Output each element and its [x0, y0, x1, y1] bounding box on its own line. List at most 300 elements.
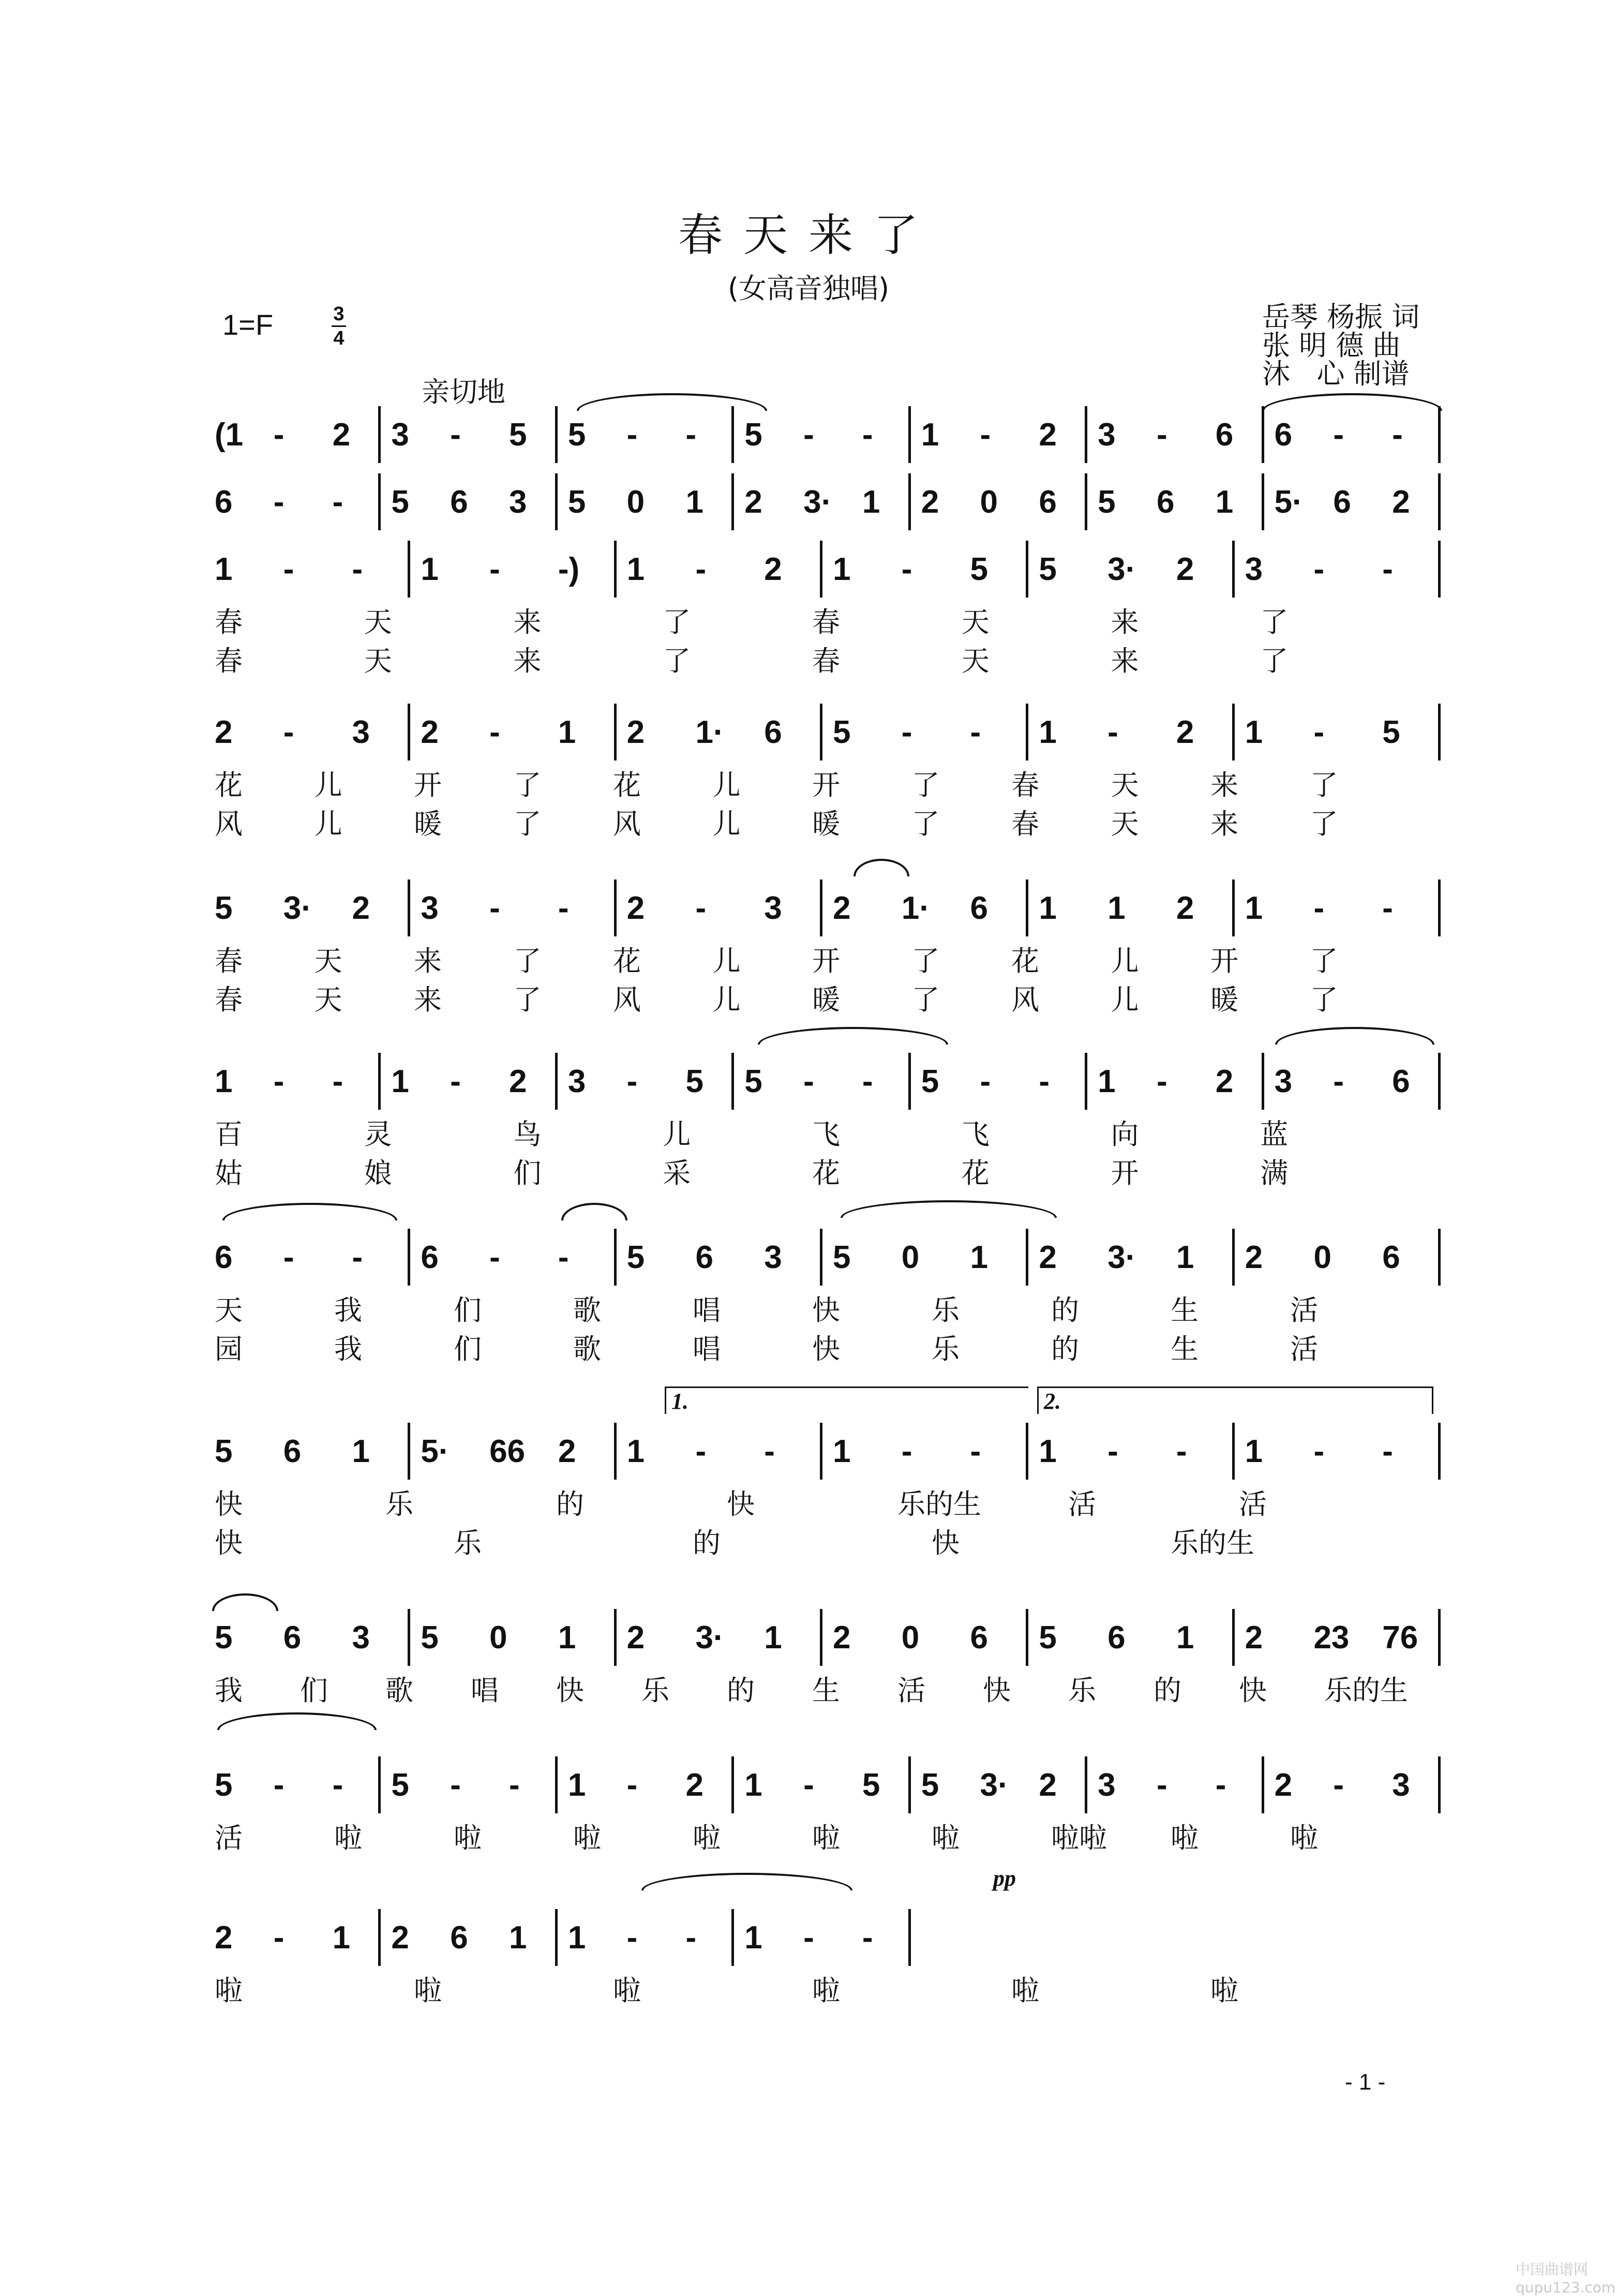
note: 2 — [1215, 1064, 1234, 1099]
note: 1 — [921, 417, 939, 453]
lyric-syllable: 暖 — [812, 983, 840, 1016]
note: - — [803, 1064, 814, 1099]
lyric-syllable: 啦啦 — [1051, 1822, 1107, 1854]
slur-mark — [577, 393, 767, 411]
note: 1 — [352, 1434, 370, 1469]
note: 1 — [1215, 484, 1234, 520]
note: - — [970, 714, 981, 750]
lyric-syllable: 了 — [1260, 645, 1289, 677]
lyric-syllable: 乐的生 — [897, 1488, 981, 1520]
note: - — [1333, 1064, 1344, 1099]
lyric-syllable: 采 — [663, 1157, 691, 1189]
lyric-syllable: 灵 — [364, 1118, 392, 1151]
slur-mark — [561, 1203, 627, 1220]
note: 1 — [215, 551, 233, 587]
lyric-syllable: 来 — [1111, 606, 1139, 638]
slur-mark — [841, 1200, 1057, 1218]
barline — [1085, 406, 1087, 463]
barline — [1438, 1053, 1441, 1110]
note: 2 — [1176, 890, 1194, 926]
note: 1· — [695, 714, 724, 750]
time-signature — [328, 303, 349, 350]
note: 1 — [509, 1920, 527, 1956]
note: 5 — [215, 1434, 233, 1469]
note: - — [980, 417, 991, 453]
note: 3· — [803, 484, 832, 520]
note: - — [862, 1064, 873, 1099]
lyric-syllable: 儿 — [314, 769, 342, 801]
note: 1 — [332, 1920, 351, 1956]
note: 5 — [567, 484, 586, 520]
lyric-syllable: 生 — [812, 1674, 840, 1707]
slur-mark — [222, 1203, 397, 1220]
note: 2 — [1274, 1767, 1293, 1803]
note: - — [1313, 890, 1325, 926]
lyric-syllable: 啦 — [932, 1822, 960, 1854]
lyric-syllable: 来 — [513, 606, 542, 638]
note: 0 — [901, 1240, 920, 1275]
note: 2 — [744, 484, 762, 520]
note: 1 — [970, 1240, 989, 1275]
lyric-syllable: 生 — [1171, 1333, 1199, 1365]
lyric-syllable: 了 — [911, 769, 940, 801]
notes-row — [0, 484, 1617, 535]
note: 6 — [1107, 1620, 1126, 1656]
lyric-syllable: 天 — [314, 983, 342, 1016]
note: 2 — [1245, 1240, 1263, 1275]
barline — [1438, 541, 1441, 598]
note: 5 — [421, 1620, 439, 1656]
note: 1 — [1039, 714, 1057, 750]
lyric-syllable: 快 — [812, 1333, 840, 1365]
lyric-syllable: 开 — [812, 945, 840, 977]
slur-mark — [758, 1027, 948, 1045]
note: 3 — [1098, 1767, 1116, 1803]
second-ending-bracket — [1037, 1386, 1433, 1414]
note: - — [1313, 714, 1325, 750]
note: 2 — [215, 714, 233, 750]
lyric-syllable: 暖 — [812, 808, 840, 840]
barline — [1232, 541, 1235, 598]
lyric-syllable: 活 — [1239, 1488, 1267, 1520]
barline — [1085, 473, 1087, 530]
lyric-syllable: 快 — [983, 1674, 1011, 1707]
note: 2 — [558, 1434, 576, 1469]
note: - — [1313, 551, 1325, 587]
barline — [1438, 1423, 1441, 1480]
note: 6 — [421, 1240, 439, 1275]
note: 1 — [1176, 1620, 1194, 1656]
lyric-syllable: 开 — [1210, 945, 1238, 977]
note: 2 — [833, 1620, 851, 1656]
note: 23 — [1313, 1620, 1350, 1656]
lyric-syllable: 们 — [454, 1294, 482, 1326]
note: 1 — [391, 1064, 409, 1099]
lyric-syllable: 唱 — [693, 1294, 721, 1326]
barline — [1262, 406, 1264, 463]
note: 6 — [215, 1240, 233, 1275]
lyric-syllable: 儿 — [663, 1118, 691, 1151]
lyric-syllable: 乐的生 — [1324, 1674, 1408, 1707]
note: - — [901, 1434, 912, 1469]
barline — [731, 1909, 734, 1966]
barline — [1438, 1609, 1441, 1666]
note: 1 — [685, 484, 703, 520]
note: - — [558, 890, 569, 926]
note: 1 — [744, 1767, 762, 1803]
note: 1 — [862, 484, 880, 520]
lyric-syllable: 啦 — [812, 1822, 840, 1854]
note: 2 — [833, 890, 851, 926]
tempo-marking: 亲切地 — [422, 376, 505, 408]
lyric-syllable: 风 — [1011, 983, 1039, 1016]
lyric-syllable: 儿 — [712, 808, 741, 840]
notes-row — [0, 1767, 1617, 1818]
note: 1 — [764, 1620, 782, 1656]
note: 3 — [1245, 551, 1263, 587]
slur-mark — [641, 1873, 852, 1890]
lyric-syllable: 春 — [215, 606, 243, 638]
lyric-syllable: 快 — [556, 1674, 584, 1707]
note: 2 — [921, 484, 939, 520]
lyric-syllable: 乐 — [454, 1527, 482, 1559]
note: 2 — [1039, 417, 1057, 453]
note: - — [489, 714, 500, 750]
note: 0 — [980, 484, 998, 520]
note: - — [450, 1767, 461, 1803]
barline — [378, 1053, 381, 1110]
note: - — [626, 417, 638, 453]
lyric-syllable: 儿 — [712, 983, 741, 1016]
second-ending-label: 2. — [1044, 1389, 1061, 1414]
notes-row — [0, 1619, 1617, 1671]
lyric-syllable: 活 — [897, 1674, 925, 1707]
note: 5 — [391, 1767, 409, 1803]
note: 1 — [1245, 1434, 1263, 1469]
lyric-syllable: 春 — [215, 983, 243, 1016]
notes-row — [0, 416, 1617, 468]
lyric-syllable: 天 — [961, 606, 990, 638]
note: - — [803, 1767, 814, 1803]
barline — [820, 1423, 822, 1480]
note: - — [509, 1767, 520, 1803]
barline — [820, 1229, 822, 1286]
lyric-syllable: 了 — [1310, 808, 1338, 840]
barline — [1438, 406, 1441, 463]
lyric-syllable: 乐 — [385, 1488, 413, 1520]
note: - — [332, 484, 343, 520]
lyric-syllable: 花 — [812, 1157, 840, 1189]
note: 5 — [391, 484, 409, 520]
lyric-syllable: 园 — [215, 1333, 243, 1365]
note: - — [901, 551, 912, 587]
note: 1 — [567, 1767, 586, 1803]
lyric-syllable: 了 — [911, 983, 940, 1016]
lyric-syllable: 唱 — [693, 1333, 721, 1365]
lyric-syllable: 啦 — [215, 1974, 243, 2007]
note: 1 — [833, 551, 851, 587]
note: 1· — [901, 890, 930, 926]
lyric-syllable: 们 — [513, 1157, 542, 1189]
lyric-syllable: 儿 — [712, 769, 741, 801]
note: - — [450, 417, 461, 453]
barline — [555, 1909, 558, 1966]
note: 5 — [626, 1240, 645, 1275]
note: 1 — [558, 1620, 576, 1656]
barline — [408, 541, 410, 598]
note: 3· — [1107, 551, 1136, 587]
lyric-syllable: 啦 — [613, 1974, 641, 2007]
lyric-syllable: 歌 — [573, 1333, 601, 1365]
barline — [1232, 879, 1235, 936]
barline — [908, 1756, 911, 1813]
lyric-syllable: 了 — [1310, 769, 1338, 801]
lyric-syllable: 们 — [454, 1333, 482, 1365]
key-signature: 1=F — [222, 308, 274, 341]
lyric-syllable: 快 — [1239, 1674, 1267, 1707]
slur-mark — [854, 859, 909, 876]
note: 0 — [1313, 1240, 1331, 1275]
note: - — [626, 1920, 638, 1956]
lyric-syllable: 啦 — [334, 1822, 362, 1854]
note: -) — [558, 551, 580, 587]
note: - — [1107, 714, 1118, 750]
lyric-syllable: 活 — [215, 1822, 243, 1854]
lyric-syllable: 飞 — [961, 1118, 990, 1151]
note: - — [352, 1240, 363, 1275]
barline — [908, 406, 911, 463]
lyric-syllable: 快 — [812, 1294, 840, 1326]
lyric-syllable: 向 — [1111, 1118, 1139, 1151]
lyric-syllable: 啦 — [1210, 1974, 1238, 2007]
lyric-syllable: 来 — [1111, 645, 1139, 677]
lyric-syllable: 啦 — [1171, 1822, 1199, 1854]
lyric-syllable: 的 — [727, 1674, 755, 1707]
lyric-syllable: 天 — [961, 645, 990, 677]
note: 6 — [1392, 1064, 1410, 1099]
note: - — [1107, 1434, 1118, 1469]
note: 2 — [215, 1920, 233, 1956]
note: 6 — [970, 1620, 989, 1656]
lyric-syllable: 我 — [334, 1294, 362, 1326]
note: 1 — [558, 714, 576, 750]
note: 2 — [1176, 551, 1194, 587]
note: 2 — [332, 417, 351, 453]
note: - — [1382, 551, 1393, 587]
lyric-syllable: 乐 — [641, 1674, 669, 1707]
note: - — [283, 1240, 294, 1275]
lyric-syllable: 花 — [613, 769, 641, 801]
note: - — [273, 1064, 285, 1099]
note: 3 — [352, 714, 370, 750]
note: - — [489, 551, 500, 587]
note: 2 — [626, 1620, 645, 1656]
note: - — [764, 1434, 775, 1469]
barline — [1438, 1756, 1441, 1813]
note: 3 — [1098, 417, 1116, 453]
note: - — [273, 1767, 285, 1803]
note: 3 — [352, 1620, 370, 1656]
lyric-syllable: 儿 — [1111, 945, 1139, 977]
note: 6 — [695, 1240, 713, 1275]
barline — [820, 704, 822, 761]
note: 3 — [764, 1240, 782, 1275]
note: 2 — [1392, 484, 1410, 520]
note: 6 — [764, 714, 782, 750]
lyric-syllable: 暖 — [1210, 983, 1238, 1016]
lyric-syllable: 来 — [1210, 808, 1238, 840]
note: 0 — [626, 484, 645, 520]
lyric-syllable: 乐 — [1068, 1674, 1096, 1707]
lyric-syllable: 娘 — [364, 1157, 392, 1189]
barline — [1232, 1423, 1235, 1480]
note: 5 — [215, 1620, 233, 1656]
lyric-syllable: 了 — [663, 606, 691, 638]
note: 5 — [1039, 551, 1057, 587]
note: 3 — [421, 890, 439, 926]
note: - — [695, 551, 707, 587]
note: 5 — [744, 417, 762, 453]
lyric-syllable: 歌 — [573, 1294, 601, 1326]
note: 5 — [685, 1064, 703, 1099]
lyric-syllable: 开 — [414, 769, 442, 801]
note: - — [332, 1064, 343, 1099]
barline — [408, 1609, 410, 1666]
lyric-syllable: 了 — [1310, 983, 1338, 1016]
lyric-syllable: 花 — [1011, 945, 1039, 977]
first-ending-bracket — [665, 1386, 1028, 1414]
lyric-syllable: 生 — [1171, 1294, 1199, 1326]
notes-row — [0, 1433, 1617, 1485]
barline — [1438, 1229, 1441, 1286]
lyric-syllable: 啦 — [812, 1974, 840, 2007]
note: - — [980, 1064, 991, 1099]
lyric-syllable: 活 — [1068, 1488, 1096, 1520]
note: 6 — [450, 1920, 468, 1956]
barline — [614, 879, 617, 936]
note: - — [862, 417, 873, 453]
lyric-syllable: 活 — [1290, 1333, 1318, 1365]
note: 5 — [1382, 714, 1400, 750]
lyric-syllable: 啦 — [1011, 1974, 1039, 2007]
note: 3· — [980, 1767, 1009, 1803]
barline — [731, 1053, 734, 1110]
lyric-syllable: 乐的生 — [1171, 1527, 1254, 1559]
lyric-syllable: 天 — [1111, 769, 1139, 801]
barline — [555, 1053, 558, 1110]
lyric-syllable: 的 — [1154, 1674, 1181, 1707]
note: - — [283, 714, 294, 750]
note: 2 — [1039, 1767, 1057, 1803]
note: 6 — [1382, 1240, 1400, 1275]
note: 5· — [421, 1434, 450, 1469]
note: 1 — [1098, 1064, 1116, 1099]
lyric-syllable: 们 — [300, 1674, 328, 1707]
note: 0 — [901, 1620, 920, 1656]
barline — [1438, 473, 1441, 530]
lyric-syllable: 了 — [1260, 606, 1289, 638]
barline — [820, 1609, 822, 1666]
notes-row — [0, 714, 1617, 766]
lyric-syllable: 花 — [613, 945, 641, 977]
barline — [908, 473, 911, 530]
barline — [820, 879, 822, 936]
lyric-syllable: 来 — [513, 645, 542, 677]
lyric-syllable: 百 — [215, 1118, 243, 1151]
note: - — [695, 890, 707, 926]
note: - — [283, 551, 294, 587]
barline — [614, 704, 617, 761]
note: - — [558, 1240, 569, 1275]
lyric-syllable: 春 — [812, 645, 840, 677]
watermark: 中国曲谱网 qupu123.com — [1516, 2261, 1616, 2296]
note: 1 — [215, 1064, 233, 1099]
barline — [408, 1229, 410, 1286]
barline — [1085, 1053, 1087, 1110]
slur-mark — [1275, 1027, 1434, 1045]
note: - — [626, 1767, 638, 1803]
note: 5 — [567, 417, 586, 453]
barline — [1026, 879, 1028, 936]
note: 2 — [626, 890, 645, 926]
notes-row — [0, 551, 1617, 603]
barline — [731, 1756, 734, 1813]
note: 5 — [833, 1240, 851, 1275]
note: - — [862, 1920, 873, 1956]
lyric-syllable: 春 — [215, 645, 243, 677]
lyric-syllable: 天 — [364, 606, 392, 638]
lyric-syllable: 春 — [215, 945, 243, 977]
lyric-syllable: 天 — [364, 645, 392, 677]
lyric-syllable: 了 — [513, 983, 542, 1016]
barline — [1232, 1609, 1235, 1666]
note: 3· — [1107, 1240, 1136, 1275]
lyric-syllable: 满 — [1260, 1157, 1289, 1189]
lyric-syllable: 来 — [414, 945, 442, 977]
barline — [378, 406, 381, 463]
note: 5 — [921, 1767, 939, 1803]
note: 1 — [626, 1434, 645, 1469]
barline — [408, 704, 410, 761]
note: 5 — [970, 551, 989, 587]
note: 1 — [567, 1920, 586, 1956]
note: - — [803, 417, 814, 453]
lyric-syllable: 快 — [215, 1527, 243, 1559]
lyric-syllable: 暖 — [414, 808, 442, 840]
note: 5· — [1274, 484, 1303, 520]
note: 6 — [1156, 484, 1175, 520]
slur-mark — [1262, 393, 1442, 411]
note: 2 — [352, 890, 370, 926]
lyric-syllable: 了 — [911, 808, 940, 840]
note: - — [1039, 1064, 1050, 1099]
note: 2 — [1245, 1620, 1263, 1656]
note: 2 — [764, 551, 782, 587]
lyric-syllable: 春 — [1011, 808, 1039, 840]
barline — [614, 1423, 617, 1480]
lyric-syllable: 啦 — [693, 1822, 721, 1854]
note: - — [685, 417, 697, 453]
lyric-syllable: 风 — [613, 983, 641, 1016]
note: 3 — [509, 484, 527, 520]
lyric-syllable: 天 — [314, 945, 342, 977]
barline — [614, 1229, 617, 1286]
lyric-syllable: 的 — [1051, 1294, 1079, 1326]
lyric-syllable: 我 — [334, 1333, 362, 1365]
note: 2 — [685, 1767, 703, 1803]
slur-mark — [212, 1593, 278, 1611]
barline — [908, 1909, 911, 1966]
